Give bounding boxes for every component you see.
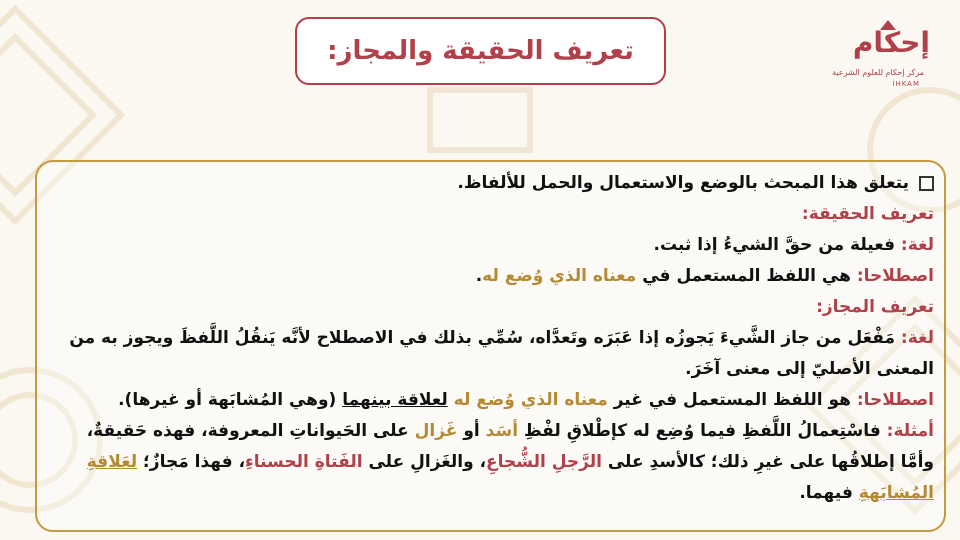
- intro-line: [48, 168, 934, 199]
- majaz-heading: تعريف المجاز:: [816, 297, 934, 317]
- example-rajul: الرَّجلِ الشُّجاعِ: [486, 452, 602, 472]
- example-asad: أسَد: [485, 421, 519, 441]
- haqiqa-lugha-text: فعيلة من حقَّ الشيءُ إذا ثبت.: [653, 235, 895, 255]
- haqiqa-istilah-text-a: هي اللفظ المستعمل في: [642, 266, 851, 286]
- haqiqa-istilah-highlight: معناه الذي وُضع له: [482, 266, 637, 286]
- title-box: [295, 17, 666, 85]
- page-title: تعريف الحقيقة والمجاز:: [327, 36, 634, 66]
- logo-name: إحكام: [852, 26, 930, 59]
- haqiqa-istilah-end: .: [475, 266, 483, 286]
- example-ghazal: غَزال: [414, 421, 458, 441]
- majaz-istilah-line: [48, 385, 934, 416]
- examples-para: [48, 416, 934, 509]
- istilah-label: اصطلاحا:: [856, 266, 934, 286]
- example-text-1: فاسْتِعمالُ اللَّفظِ فيما وُضِع له كإطْلاقِ لفْظِ: [523, 421, 881, 441]
- majaz-lugha-para: [48, 323, 934, 385]
- majaz-lugha-text: مَفْعَل من جاز الشَّيءَ يَجوزُه إذا عَبَرَه وتَعدَّاه، سُمِّي بذلك في الاصطلاح لأنَّه يَنقُلُ اللَّفظَ ويجوز به من المعنى الأصليّ إلى معنى آخَرَ.: [69, 328, 934, 379]
- content-body: [48, 168, 934, 509]
- logo: [832, 18, 938, 94]
- example-text-5: ، فهذا مَجازٌ؛: [143, 452, 246, 472]
- majaz-istilah-highlight: معناه الذي وُضع له: [453, 390, 608, 410]
- majaz-istilah-note: (وهي المُشابَهة أو غيرها).: [118, 390, 337, 410]
- istilah-label-2: اصطلاحا:: [856, 390, 934, 410]
- majaz-istilah-relation: لعلاقة بينهما: [342, 390, 448, 410]
- example-alaqa: لعَلاقةِ المُشابَهةِ: [86, 452, 934, 503]
- majaz-istilah-text-a: هو اللفظ المستعمل في غير: [613, 390, 851, 410]
- example-text-6: فيهما.: [799, 483, 853, 503]
- logo-subtitle: مركز إحكام للعلوم الشرعية: [832, 68, 924, 77]
- example-fatat: الفَتاةِ الحسناءِ: [245, 452, 363, 472]
- example-text-4: ، والغَزالِ على: [368, 452, 487, 472]
- haqiqa-heading: تعريف الحقيقة:: [801, 204, 934, 224]
- example-text-3: وأمَّا إطلاقُها على غيرِ ذلك؛ كالأسدِ على: [607, 452, 934, 472]
- lugha-label-2: لغة:: [900, 328, 934, 348]
- amthila-label: أمثلة:: [886, 421, 934, 441]
- intro-text: يتعلق هذا المبحث بالوضع والاستعمال والحمل للألفاظ.: [457, 173, 909, 193]
- haqiqa-istilah-line: [48, 261, 934, 292]
- checkbox-square-icon: [919, 176, 934, 191]
- lugha-label: لغة:: [900, 235, 934, 255]
- example-text-2: على الحَيواناتِ المعروفة، فهذه حَقيقةٌ،: [86, 421, 409, 441]
- haqiqa-lugha-line: [48, 230, 934, 261]
- logo-tagline: IHKAM: [892, 80, 920, 88]
- example-aw: أو: [463, 421, 480, 441]
